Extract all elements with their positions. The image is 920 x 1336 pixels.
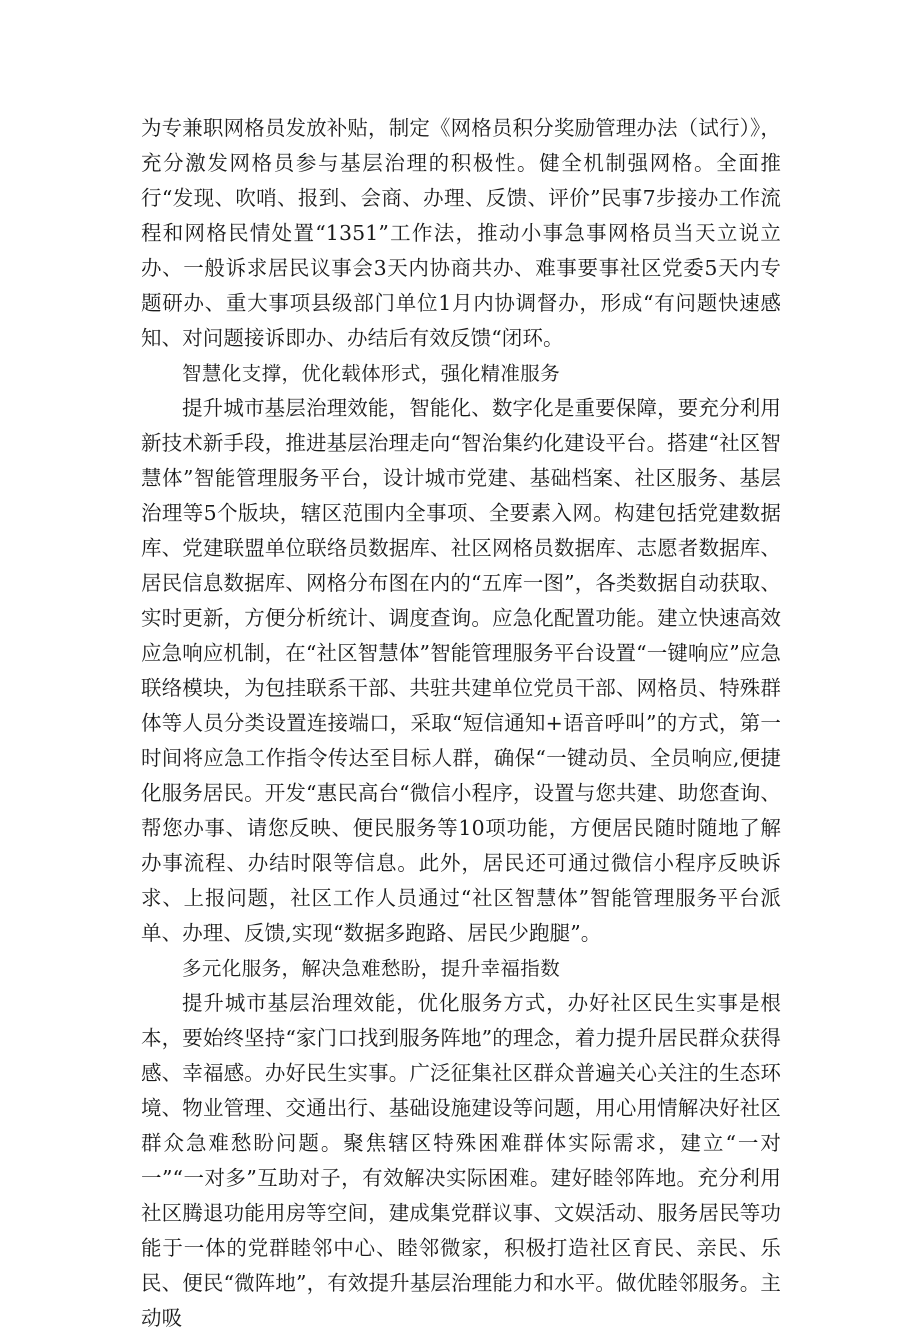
section-heading-diversified-services: 多元化服务，解决急难愁盼，提升幸福指数	[182, 957, 561, 980]
document-body	[141, 111, 781, 1336]
paragraph-continued: 为专兼职网格员发放补贴，制定《网格员积分奖励管理办法（试行）》，充分激发网格员参与基层治理的积极性。健全机制强网格。全面推行“发现、吹哨、报到、会商、办理、反馈、评价”民事7步接办工作流程和网格民情处置“1351”工作法，推动小事急事网格员当天立说立办、一般诉求居民议事会3天内协商共办、难事要事社区党委5天内专题研办、重大事项县级部门单位1月内协调督办，形成“有问题快速感知、对问题接诉即办、办结后有效反馈“闭环。	[141, 116, 781, 350]
paragraph-livelihood-services: 提升城市基层治理效能，优化服务方式，办好社区民生实事是根本，要始终坚持“家门口找到服务阵地”的理念，着力提升居民群众获得感、幸福感。办好民生实事。广泛征集社区群众普遍关心关注的生态环境、物业管理、交通出行、基础设施建设等问题，用心用情解决好社区群众急难愁盼问题。聚焦辖区特殊困难群体实际需求，建立“一对一”“一对多”互助对子，有效解决实际困难。建好睦邻阵地。充分利用社区腾退功能用房等空间，建成集党群议事、文娱活动、服务居民等功能于一体的党群睦邻中心、睦邻微家，积极打造社区育民、亲民、乐民、便民“微阵地”，有效提升基层治理能力和水平。做优睦邻服务。主动吸	[141, 991, 781, 1330]
section-heading-smart-support: 智慧化支撑，优化载体形式，强化精准服务	[182, 362, 561, 385]
paragraph-smart-platform: 提升城市基层治理效能，智能化、数字化是重要保障，要充分利用新技术新手段，推进基层治理走向“智治集约化建设平台。搭建“社区智慧体”智能管理服务平台，设计城市党建、基础档案、社区服务、基层治理等5个版块，辖区范围内全事项、全要素入网。构建包括党建数据库、党建联盟单位联络员数据库、社区网格员数据库、志愿者数据库、居民信息数据库、网格分布图在内的“五库一图”，各类数据自动获取、实时更新，方便分析统计、调度查询。应急化配置功能。建立快速高效应急响应机制，在“社区智慧体”智能管理服务平台设置“一键响应”应急联络模块，为包挂联系干部、共驻共建单位党员干部、网格员、特殊群体等人员分类设置连接端口，采取“短信通知+语音呼叫”的方式，第一时间将应急工作指令传达至目标人群，确保“一键动员、全员响应,便捷化服务居民。开发“惠民高台“微信小程序，设置与您共建、助您查询、帮您办事、请您反映、便民服务等10项功能，方便居民随时随地了解办事流程、办结时限等信息。此外，居民还可通过微信小程序反映诉求、上报问题，社区工作人员通过“社区智慧体”智能管理服务平台派单、办理、反馈,实现“数据多跑路、居民少跑腿”。	[141, 396, 781, 945]
